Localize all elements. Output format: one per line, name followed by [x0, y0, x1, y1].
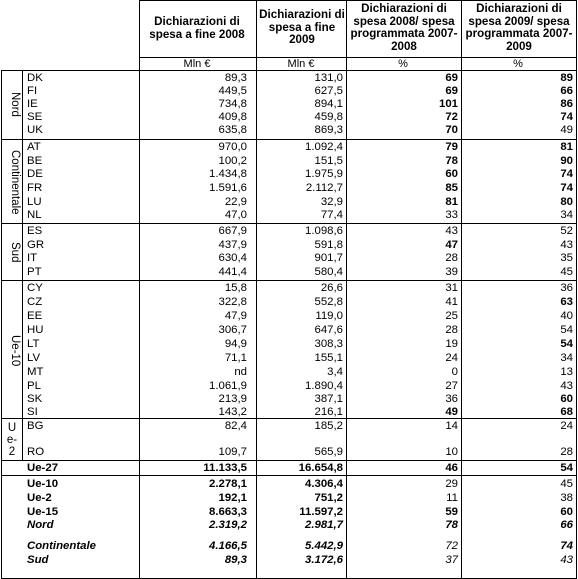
pct-2009: 74 [560, 111, 573, 123]
pct-2009: 63 [560, 296, 573, 308]
header-col4: Dichiarazioni di spesa 2009/ spesa programmata 2007-2009 [465, 2, 573, 53]
value-2009: 552,8 [314, 296, 343, 308]
country-code: ES [27, 225, 43, 237]
unit-col3: % [398, 58, 408, 70]
pct-2009: 34 [560, 209, 573, 221]
rule-after-continentale [1, 223, 577, 224]
value-2009: 3,4 [327, 366, 343, 378]
pct-2008: 49 [445, 406, 458, 418]
header-col1: Dichiarazioni di spesa a fine 2008 [149, 15, 245, 41]
value-2009: 1.098,6 [304, 225, 343, 237]
pct-2008: 10 [445, 446, 458, 458]
rule-after-sud [1, 280, 577, 281]
total-pct-2009: 38 [560, 492, 573, 504]
value-2008: 437,9 [218, 239, 247, 251]
value-2009: 901,7 [314, 252, 343, 264]
pct-2009: 43 [560, 239, 573, 251]
pct-2008: 33 [445, 209, 458, 221]
value-2008: nd [234, 366, 247, 378]
value-2009: 1.890,4 [304, 380, 343, 392]
value-2008: 82,4 [224, 420, 247, 432]
country-code: BE [27, 155, 43, 167]
group-label-continentale: Continentale [9, 149, 21, 215]
country-code: SK [27, 393, 43, 405]
value-2008: 441,4 [218, 266, 247, 278]
value-2008: 322,8 [218, 296, 247, 308]
body-top-rule [1, 70, 577, 71]
total-value-2009: 16.654,8 [298, 462, 343, 474]
group-label-ue2-part3: 2 [8, 446, 16, 458]
country-code: HU [27, 324, 44, 336]
pct-2008: 69 [445, 85, 458, 97]
pct-2008: 43 [445, 225, 458, 237]
value-2008: 47,9 [224, 310, 247, 322]
country-code: FR [27, 182, 43, 194]
total-value-2009: 2.981,7 [304, 519, 343, 531]
value-2008: 15,8 [224, 282, 247, 294]
country-code: PL [27, 380, 41, 392]
pct-2008: 28 [445, 252, 458, 264]
units-top-rule [139, 57, 577, 58]
pct-2009: 35 [560, 252, 573, 264]
total-value-2008: 89,3 [224, 554, 247, 566]
pct-2008: 14 [445, 420, 458, 432]
value-2008: 409,8 [218, 111, 247, 123]
pct-2009: 40 [560, 310, 573, 322]
total-value-2009: 11.597,2 [299, 506, 343, 518]
value-2009: 1.092,4 [304, 141, 343, 153]
rule-after-ue2 [1, 460, 577, 461]
total-value-2009: 4.306,4 [304, 478, 343, 490]
pct-2008: 60 [445, 168, 458, 180]
pct-2009: 49 [560, 124, 573, 136]
country-code: RO [27, 446, 45, 458]
total-pct-2009: 43 [560, 554, 573, 566]
country-code: LV [27, 352, 41, 364]
total-pct-2008: 78 [445, 519, 458, 531]
value-2008: 47,0 [224, 209, 247, 221]
value-2008: 213,9 [218, 393, 247, 405]
value-2009: 185,2 [314, 420, 343, 432]
country-code: BG [27, 420, 44, 432]
pct-2008: 39 [445, 266, 458, 278]
value-2009: 32,9 [320, 196, 343, 208]
pct-2008: 41 [445, 296, 458, 308]
total-label: Ue-15 [27, 506, 59, 518]
value-2008: 635,8 [218, 124, 247, 136]
country-code: IE [27, 98, 38, 110]
value-2009: 151,5 [314, 155, 343, 167]
value-2009: 565,9 [314, 446, 343, 458]
country-code: MT [27, 366, 44, 378]
pct-2008: 85 [445, 182, 458, 194]
country-code: LT [27, 338, 40, 350]
group-label-ue2-part2: e- [6, 434, 18, 446]
pct-2008: 79 [445, 141, 458, 153]
value-2008: 970,0 [218, 141, 247, 153]
pct-2009: 13 [560, 366, 573, 378]
unit-col4: % [513, 58, 523, 70]
pct-2009: 74 [560, 182, 573, 194]
value-2009: 894,1 [314, 98, 343, 110]
total-value-2008: 4.166,5 [208, 540, 247, 552]
total-label: Sud [27, 554, 49, 566]
value-2008: 449,5 [218, 85, 247, 97]
total-pct-2008: 29 [445, 478, 458, 490]
country-code: CZ [27, 296, 43, 308]
group-label-sud: Sud [9, 241, 21, 263]
group-label-ue2-part1: U [7, 422, 17, 434]
value-2008: 143,2 [218, 406, 247, 418]
total-label: Ue-10 [27, 478, 59, 490]
value-2008: 100,2 [218, 155, 247, 167]
total-value-2008: 8.663,3 [208, 506, 247, 518]
pct-2009: 28 [560, 446, 573, 458]
total-pct-2008: 72 [445, 540, 458, 552]
pct-2008: 28 [445, 324, 458, 336]
pct-2008: 69 [445, 72, 458, 84]
country-code: LU [27, 196, 42, 208]
country-code: PT [27, 266, 42, 278]
pct-2008: 47 [445, 239, 458, 251]
pct-2008: 81 [445, 196, 458, 208]
pct-2008: 31 [445, 282, 458, 294]
group-label-ue10: Ue-10 [9, 335, 21, 367]
country-code: AT [27, 141, 41, 153]
total-label: Ue-27 [27, 462, 59, 474]
value-2009: 647,6 [314, 324, 343, 336]
value-2008: 22,9 [224, 196, 247, 208]
total-label: Continentale [27, 540, 96, 552]
header-col3: Dichiarazioni di spesa 2008/ spesa programmata 2007-2008 [350, 2, 458, 53]
country-code: DE [27, 168, 43, 180]
value-2009: 119,0 [315, 310, 343, 322]
border-right [576, 0, 577, 579]
pct-2009: 74 [560, 168, 573, 180]
total-value-2008: 2.319,2 [208, 519, 247, 531]
value-2009: 1.975,9 [304, 168, 343, 180]
country-code: EE [27, 310, 43, 322]
country-code: SI [27, 406, 38, 418]
value-2009: 131,0 [314, 72, 343, 84]
total-value-2008: 192,1 [218, 492, 247, 504]
rule-after-nord [1, 139, 577, 140]
header-top-rule [139, 0, 577, 1]
total-value-2008: 11.133,5 [203, 462, 247, 474]
pct-2008: 25 [445, 310, 458, 322]
group-label-nord: Nord [9, 91, 21, 117]
pct-2009: 66 [560, 85, 573, 97]
pct-2009: 89 [560, 72, 573, 84]
pct-2009: 60 [560, 393, 573, 405]
value-2008: 71,1 [224, 352, 247, 364]
value-2009: 591,8 [314, 239, 343, 251]
value-2009: 308,3 [314, 338, 343, 350]
country-code: DK [27, 72, 43, 84]
pct-2008: 19 [445, 338, 458, 350]
value-2009: 2.112,7 [305, 182, 343, 194]
pct-2009: 52 [560, 225, 573, 237]
value-2008: 94,9 [224, 338, 247, 350]
pct-2008: 24 [445, 352, 458, 364]
total-value-2009: 3.172,6 [304, 554, 343, 566]
country-code: CY [27, 282, 43, 294]
total-pct-2009: 66 [560, 519, 573, 531]
pct-2009: 34 [560, 352, 573, 364]
total-pct-2008: 59 [445, 506, 458, 518]
pct-2009: 90 [560, 155, 573, 167]
pct-2009: 80 [560, 196, 573, 208]
total-pct-2009: 60 [560, 506, 573, 518]
value-2008: 734,8 [218, 98, 247, 110]
total-label: Ue-2 [27, 492, 52, 504]
pct-2008: 101 [438, 98, 458, 110]
pct-2009: 36 [560, 282, 573, 294]
pct-2009: 45 [560, 266, 573, 278]
value-2009: 26,6 [320, 282, 343, 294]
pct-2008: 78 [445, 155, 458, 167]
header-col2: Dichiarazioni di spesa a fine 2009 [259, 8, 345, 46]
pct-2009: 54 [560, 324, 573, 336]
value-2008: 89,3 [224, 72, 247, 84]
total-value-2008: 2.278,1 [208, 478, 247, 490]
value-2008: 1.591,6 [208, 182, 247, 194]
pct-2009: 81 [560, 141, 573, 153]
value-2009: 580,4 [314, 266, 343, 278]
pct-2009: 54 [560, 338, 573, 350]
unit-col2: Mln € [287, 58, 315, 70]
country-code: IT [27, 252, 38, 264]
pct-2008: 0 [451, 366, 458, 378]
value-2009: 155,1 [314, 352, 343, 364]
pct-2009: 24 [560, 420, 573, 432]
value-2008: 667,9 [218, 225, 247, 237]
total-pct-2009: 54 [560, 462, 573, 474]
pct-2008: 72 [445, 111, 458, 123]
pct-2008: 36 [445, 393, 458, 405]
total-pct-2009: 74 [560, 540, 573, 552]
value-2008: 630,4 [218, 252, 247, 264]
value-2009: 459,8 [314, 111, 343, 123]
rule-after-ue27 [1, 475, 577, 476]
group-divider [22, 70, 23, 460]
total-label: Nord [27, 519, 54, 531]
country-code: UK [27, 124, 43, 136]
pct-2008: 27 [445, 380, 458, 392]
unit-col1: Mln € [183, 58, 211, 70]
pct-2009: 43 [560, 380, 573, 392]
country-code: GR [27, 239, 45, 251]
value-2009: 387,1 [314, 393, 343, 405]
total-pct-2008: 11 [446, 492, 458, 504]
total-pct-2008: 37 [445, 554, 458, 566]
value-2009: 216,1 [314, 406, 343, 418]
pct-2009: 68 [560, 406, 573, 418]
country-code: NL [27, 209, 42, 221]
total-value-2009: 5.442,9 [304, 540, 343, 552]
value-2008: 1.061,9 [208, 380, 247, 392]
country-code: SE [27, 111, 43, 123]
value-2009: 77,4 [320, 209, 343, 221]
value-2008: 109,7 [218, 446, 247, 458]
total-pct-2009: 45 [560, 478, 573, 490]
value-2008: 1.434,8 [208, 168, 247, 180]
pct-2008: 70 [445, 124, 458, 136]
pct-2009: 86 [560, 98, 573, 110]
value-2009: 627,5 [314, 85, 343, 97]
country-code: FI [27, 85, 38, 97]
value-2009: 869,3 [314, 124, 343, 136]
total-pct-2008: 46 [445, 462, 458, 474]
total-value-2009: 751,2 [314, 492, 343, 504]
value-2008: 306,7 [218, 324, 247, 336]
border-left [1, 70, 2, 578]
